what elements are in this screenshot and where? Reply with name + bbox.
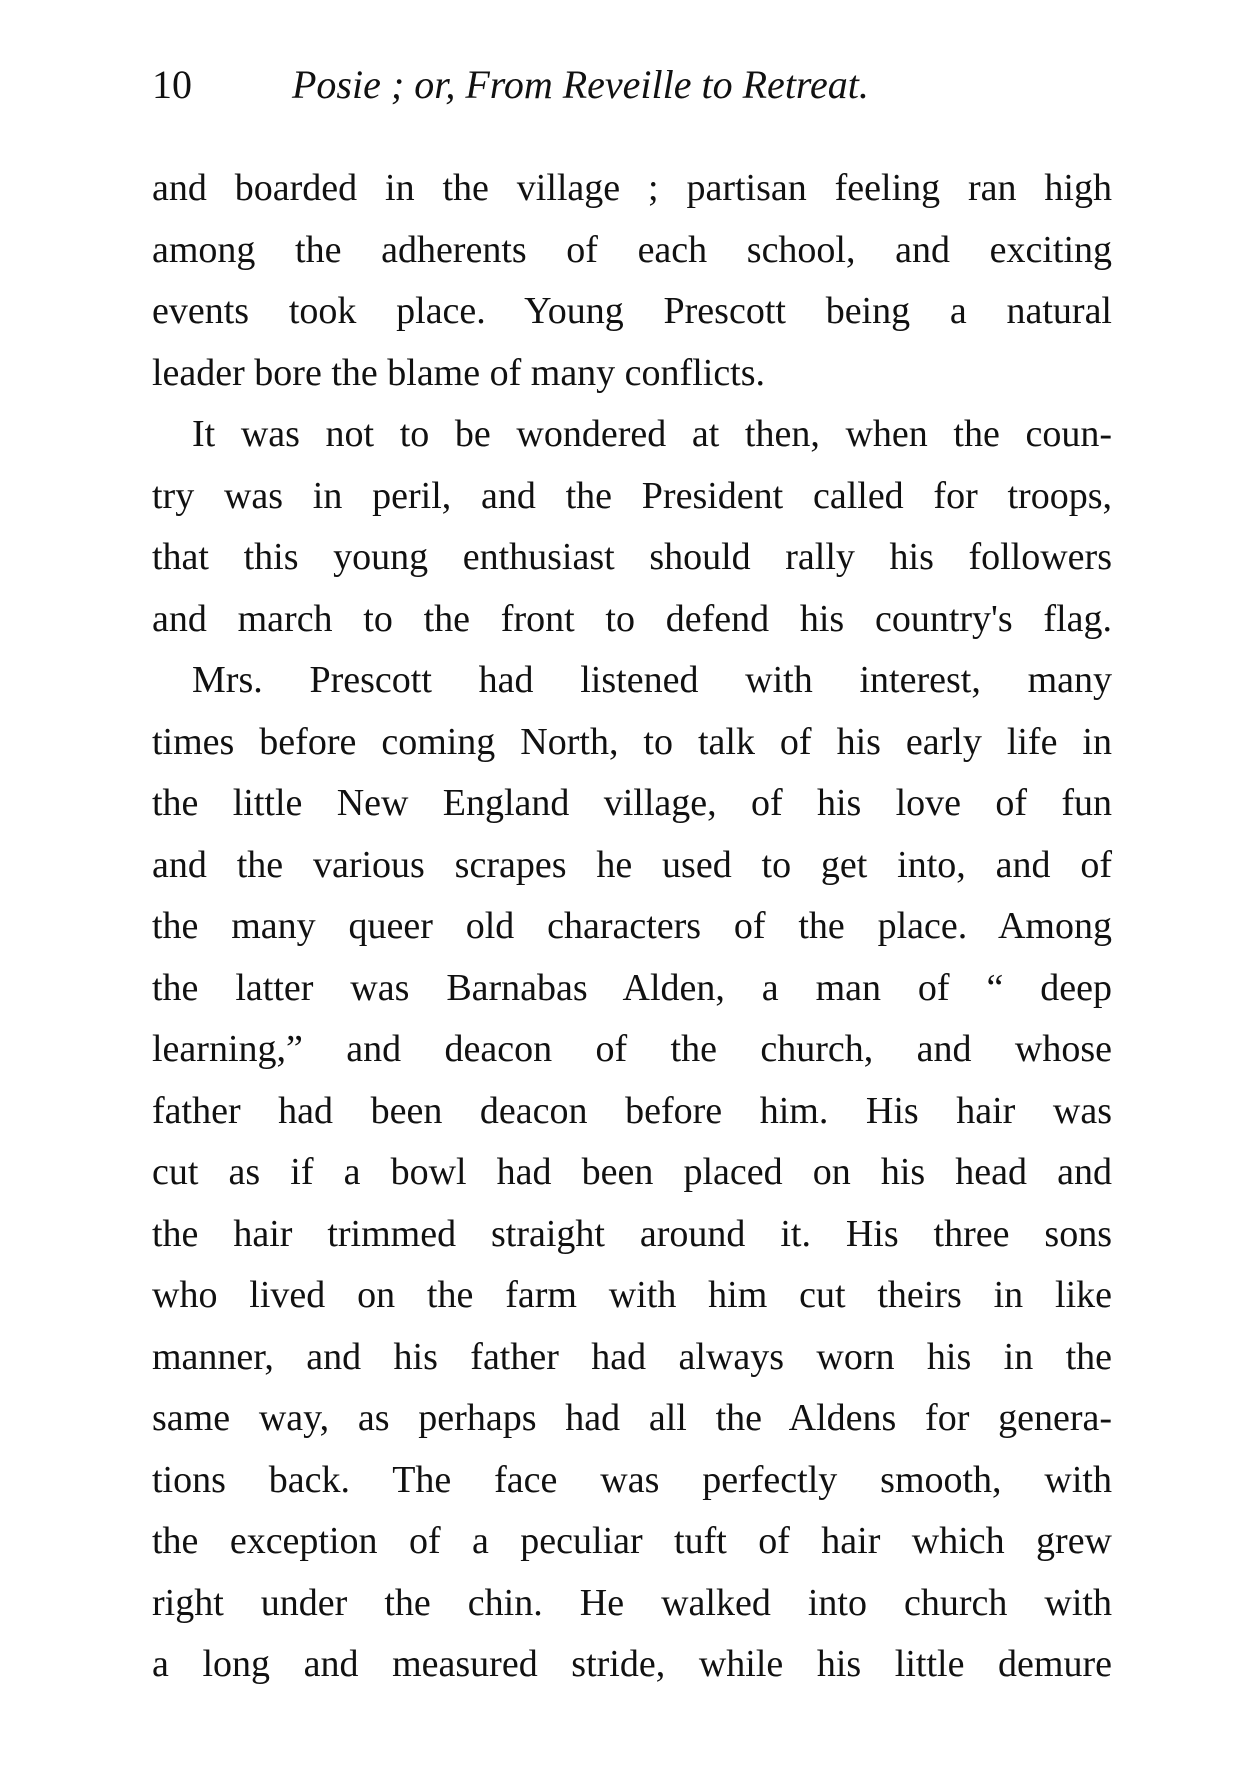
text-line: try was in peril, and the President called for troops, xyxy=(152,474,1112,517)
text-line: and boarded in the village ; partisan feeling ran high xyxy=(152,167,1112,209)
text-line: the latter was Barnabas Alden, a man of “ deep xyxy=(152,966,1112,1009)
text-line: right under the chin. He walked into church with xyxy=(152,1581,1112,1624)
text-line: learning,” and deacon of the church, and whose xyxy=(152,1028,1112,1070)
text-line: the many queer old characters of the place. Among xyxy=(152,905,1112,947)
text-line: father had been deacon before him. His hair was xyxy=(152,1089,1112,1132)
text-line: It was not to be wondered at then, when the coun- xyxy=(192,413,1112,455)
running-title: Posie ; or, From Reveille to Retreat. xyxy=(292,62,869,107)
text-line: that this young enthusiast should rally his followers xyxy=(152,536,1112,578)
text-line: leader bore the blame of many conflicts. xyxy=(152,351,766,394)
page-number: 10 xyxy=(152,62,192,107)
text-line: the little New England village, of his love of fun xyxy=(152,782,1112,824)
text-line: events took place. Young Prescott being a natural xyxy=(152,290,1112,332)
text-line: the exception of a peculiar tuft of hair which grew xyxy=(152,1520,1112,1562)
text-line: among the adherents of each school, and exciting xyxy=(152,228,1112,271)
text-line: times before coming North, to talk of his early life in xyxy=(152,720,1112,763)
text-line: cut as if a bowl had been placed on his head and xyxy=(152,1151,1112,1193)
text-line: same way, as perhaps had all the Aldens for genera- xyxy=(152,1397,1112,1439)
text-line: the hair trimmed straight around it. His three sons xyxy=(152,1212,1112,1255)
text-line: Mrs. Prescott had listened with interest, many xyxy=(192,659,1112,701)
text-line: tions back. The face was perfectly smooth, with xyxy=(152,1458,1112,1501)
text-line: a long and measured stride, while his little demure xyxy=(152,1643,1112,1685)
text-line: manner, and his father had always worn his in the xyxy=(152,1335,1112,1378)
text-line: and the various scrapes he used to get into, and of xyxy=(152,843,1112,886)
body-text xyxy=(152,158,1112,1696)
text-line: and march to the front to defend his country's flag. xyxy=(152,597,1112,640)
running-head xyxy=(152,52,1112,112)
text-line: who lived on the farm with him cut theirs in like xyxy=(152,1274,1112,1316)
